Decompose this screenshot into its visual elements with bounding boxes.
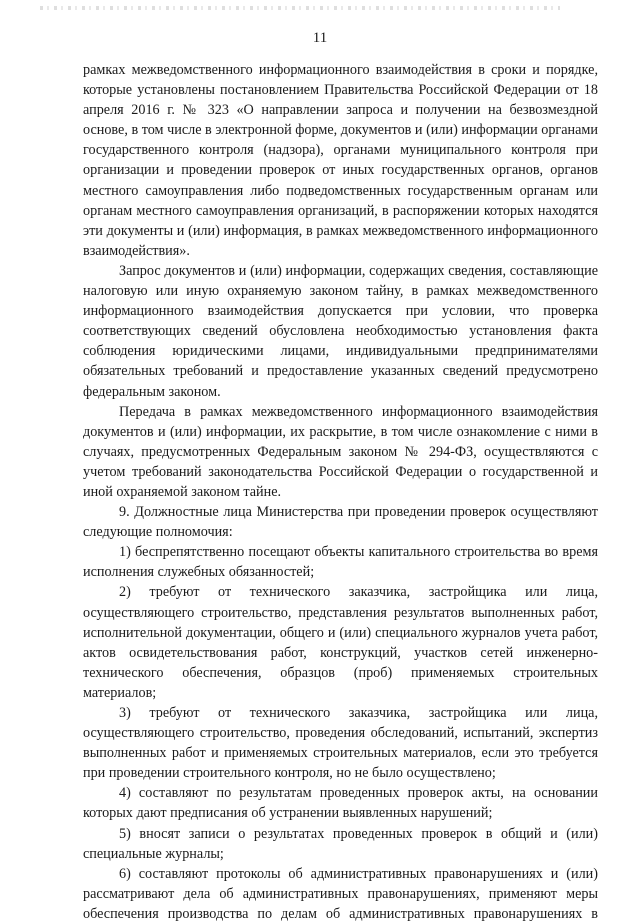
document-body [83, 60, 598, 924]
scan-artifact-strip [40, 6, 560, 10]
paragraph-item-9: 9. Должностные лица Министерства при проведении проверок осуществляют следующие полномочия: [83, 504, 598, 541]
list-item-5: 5) вносят записи о результатах проведенных проверок в общий и (или) специальные журналы; [83, 825, 598, 862]
list-item-6: 6) составляют протоколы об административных правонарушениях и (или) рассматривают дела об административных правонарушениях, применяют меры обеспечения производства по делам об административных правонарушениях в [83, 865, 598, 922]
paragraph-continuation: рамках межведомственного информационного взаимодействия в сроки и порядке, которые установлены постановлением Правительства Российской Федерации от 18 апреля 2016 г. № 323 «О направлении запроса и получении на безвозмездной основе, в том числе в электронной форме, документов и (или) информации органами государственного контроля (надзора), органами муниципального контроля при организации и проведении проверок от иных государственных органов, органов местного самоуправления либо подведомственных государственным органам или органам местного самоуправления организаций, в распоряжении которых находятся эти документы и (или) информация, в рамках межведомственного информационного взаимодействия». [83, 62, 598, 259]
list-item-4: 4) составляют по результатам проведенных проверок акты, на основании которых дают предписания об устранении выявленных нарушений; [83, 785, 598, 822]
list-item-1: 1) беспрепятственно посещают объекты капитального строительства во время исполнения служебных обязанностей; [83, 544, 598, 581]
paragraph-request-secret-info: Запрос документов и (или) информации, содержащих сведения, составляющие налоговую или иную охраняемую законом тайну, в рамках межведомственного информационного взаимодействия допускается при условии, что проверка соответствующих сведений обусловлена необходимостью установления факта соблюдения юридическими лицами, индивидуальными предпринимателями обязательных требований и предоставление указанных сведений предусмотрено федеральным законом. [83, 262, 598, 400]
paragraph-transfer: Передача в рамках межведомственного информационного взаимодействия документов и (или) информации, их раскрытие, в том числе ознакомление с ними в случаях, предусмотренных Федеральным законом № 294-ФЗ, осуществляются с учетом требований законодательства Российской Федерации о государственной и иной охраняемой законом тайне. [83, 403, 598, 500]
list-item-3: 3) требуют от технического заказчика, застройщика или лица, осуществляющего строительство, проведения обследований, испытаний, экспертиз выполненных работ и применяемых строительных материалов, если это требуется при проведении строительного контроля, но не было осуществлено; [83, 705, 598, 782]
list-item-2: 2) требуют от технического заказчика, застройщика или лица, осуществляющего строительство, представления результатов выполненных работ, исполнительной документации, общего и (или) специального журналов учета работ, актов освидетельствования работ, конструкций, участков сетей инженерно-технического обеспечения, образцов (проб) применяемых строительных материалов; [83, 584, 598, 701]
page-number: 11 [312, 30, 328, 46]
